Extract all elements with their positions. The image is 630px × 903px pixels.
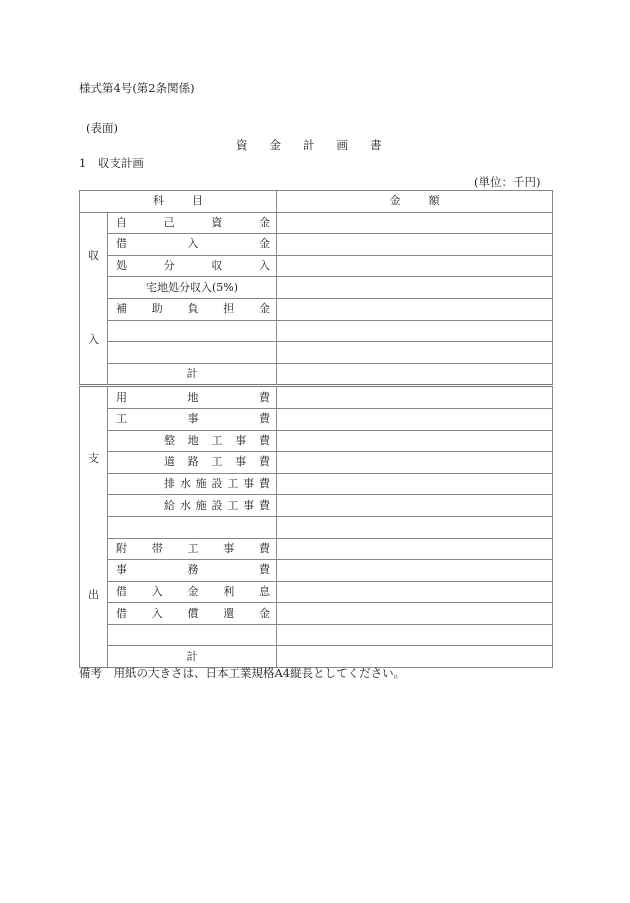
amount-cell[interactable] [277,624,553,646]
income-section [80,212,553,386]
amount-cell[interactable] [277,320,553,342]
subject-label: 用 地 費 [116,390,270,404]
amount-cell[interactable] [277,212,553,234]
subject-cell [108,320,277,342]
subject-cell: 計 [108,646,277,668]
subject-label: 整 地 工 事 費 [164,433,270,447]
table-row [80,234,553,256]
subject-cell [108,516,277,538]
amount-cell[interactable] [277,538,553,560]
subject-cell [108,255,277,277]
amount-cell[interactable] [277,495,553,517]
table-row [80,277,553,299]
subject-cell [108,473,277,495]
amount-cell[interactable] [277,277,553,299]
table-row [80,212,553,234]
subject-cell [108,386,277,409]
document-title: 資金計画書 [236,138,404,152]
amount-cell[interactable] [277,452,553,474]
amount-cell[interactable] [277,363,553,386]
subject-cell: 宅地処分収入(5%) [108,277,277,299]
amount-header: 金額 [277,191,553,213]
amount-cell[interactable] [277,560,553,582]
remarks-note: 備考 用紙の大きさは、日本工業規格A4縦長としてください。 [79,666,406,680]
amount-cell[interactable] [277,234,553,256]
subject-cell: 計 [108,363,277,386]
table-row [80,452,553,474]
expense-category-cell [80,386,108,668]
unit-label: (単位：千円) [474,175,541,189]
table-row [80,538,553,560]
table-row [80,603,553,625]
amount-cell[interactable] [277,298,553,320]
subject-label: 事 務 費 [116,563,270,577]
amount-cell[interactable] [277,581,553,603]
table-row [80,430,553,452]
table-row [80,516,553,538]
table-row [80,624,553,646]
subject-cell [108,624,277,646]
table-header-row [80,191,553,213]
table-row [80,255,553,277]
subject-cell [108,234,277,256]
subject-label: 借 入 金 利 息 [116,584,270,598]
subject-cell [108,342,277,364]
income-category-cell [80,212,108,386]
table-row [80,298,553,320]
table-row [80,408,553,430]
subject-label: 借 入 金 [116,237,270,251]
amount-cell[interactable] [277,342,553,364]
table-row [80,581,553,603]
subject-cell [108,298,277,320]
subject-cell [108,452,277,474]
table-row [80,560,553,582]
table-row [80,363,553,386]
subject-label: 自 己 資 金 [116,215,270,229]
subject-label: 排 水 施 設 工 事 費 [164,477,270,491]
table-row [80,495,553,517]
table-row [80,320,553,342]
amount-cell[interactable] [277,255,553,277]
subject-label: 処 分 収 入 [116,259,270,273]
table-row [80,386,553,409]
budget-table [79,190,553,668]
category-char: 入 [88,333,99,347]
table-row [80,342,553,364]
category-char: 収 [88,249,99,263]
table-row [80,473,553,495]
subject-cell [108,560,277,582]
subject-cell [108,581,277,603]
amount-cell[interactable] [277,386,553,409]
category-char: 出 [88,588,99,602]
amount-cell[interactable] [277,603,553,625]
subject-label: 借 入 償 還 金 [116,606,270,620]
subject-cell [108,408,277,430]
category-char: 支 [88,451,99,465]
subject-header: 科目 [80,191,277,213]
subject-label: 道 路 工 事 費 [164,455,270,469]
subject-cell [108,495,277,517]
subject-label: 附 帯 工 事 費 [116,541,270,555]
subject-label: 工 事 費 [116,412,270,426]
amount-cell[interactable] [277,516,553,538]
subject-cell [108,538,277,560]
amount-cell[interactable] [277,408,553,430]
subject-cell [108,603,277,625]
amount-cell[interactable] [277,430,553,452]
subject-label: 補 助 負 担 金 [116,302,270,316]
amount-cell[interactable] [277,473,553,495]
subject-cell [108,212,277,234]
form-number: 様式第4号(第2条関係) [79,81,195,95]
face-label: (表面) [86,121,118,135]
expense-section [80,386,553,668]
section-title: 1 収支計画 [79,156,144,170]
subject-label: 給 水 施 設 工 事 費 [164,498,270,512]
subject-cell [108,430,277,452]
